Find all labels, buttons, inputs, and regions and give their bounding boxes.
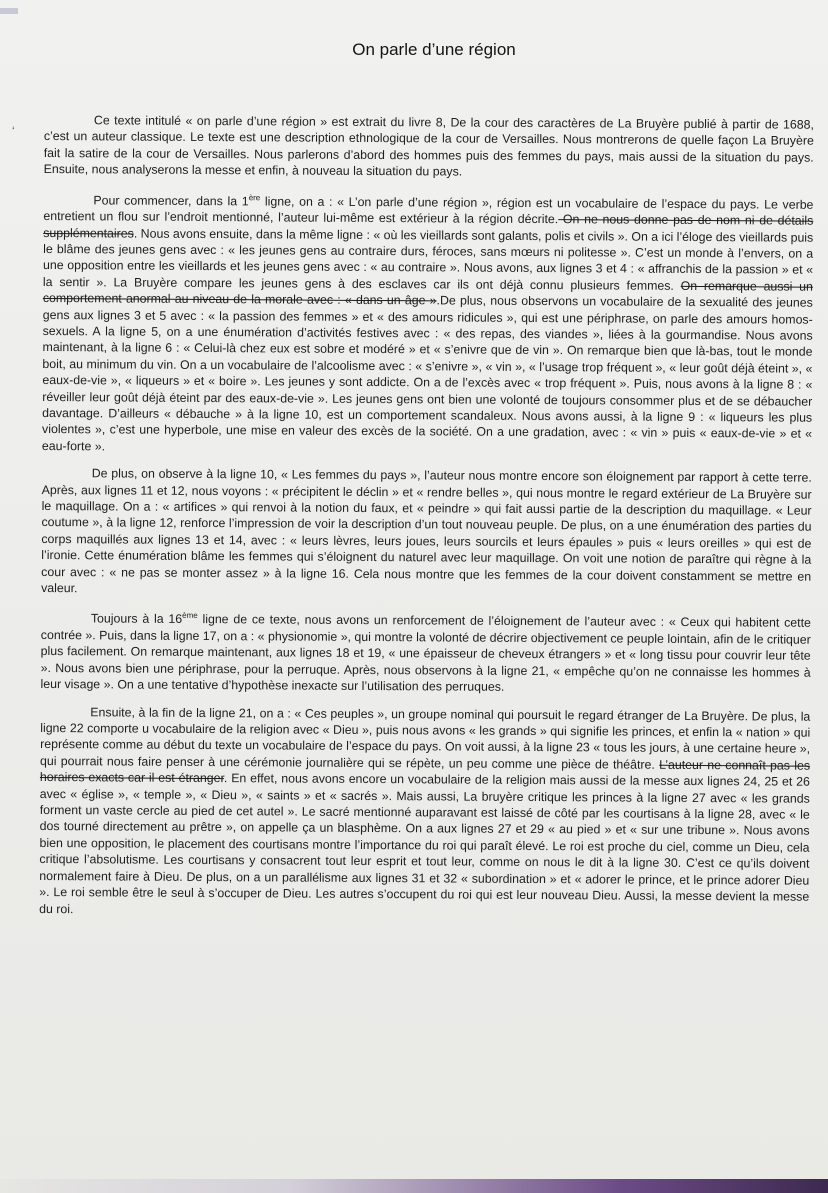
paragraph-2 [42,189,814,459]
paragraph-4 [40,607,811,697]
text-run: . Nous avons ensuite, dans la même ligne : « où les vieillards sont galants, polis et civils ». On a ici l’éloge des vieillards puis le blâme des jeunes gens avec : « les jeunes gens au contraire durs, féroces, sans mœurs ni politesse ». C’est un monde à l’envers, on a une opposition entre les vieillards et les jeunes gens avec : « au contraire ». Nous avons, aux lignes 3 et 4 : « affranchis de la passion » et « la sentir ». La Bruyère compare les jeunes gens à des esclaves car ils ont déjà connu plusieurs femmes. [42,226,814,293]
text-run: . En effet, nous avons encore un vocabulaire de la religion mais aussi de la messe aux lignes 24, 25 et 26 avec « église », « temple », « Dieu », « saints » et « sacrés ». Mais aussi, La bruyère critique les princes à la ligne 27 avec « les grands forment un vaste cercle au pied de cet autel ». Le sacré mentionné auparavant est laissé de côté par les courtisans à la ligne 28, avec « le dos tourné directement au prêtre », on appelle ça un blasphème. On a aux lignes 27 et 29 « au pied » et « sur une tribune ». Nous avons bien une opposition, le placement des courtisans montre l’importance du roi qui paraît élevé. Le roi est proche du ciel, comme un Dieu, cela critique l’absolutisme. Les courtisans y consacrent tout leur esprit et tout leur, comme on nous le dit à la ligne 30. C’est ce qu’ils doivent normalement faire à Dieu. De plus, on a un parallélisme aux lignes 31 et 32 « subordination » et « adorer le prince, et le prince adorer Dieu ». Le roi semble être le seul à s’occuper de Dieu. Les autres s’occupent du roi qui est leur nouveau Dieu. Aussi, la messe devient la messe du roi. [39,771,810,916]
paragraph-3 [41,465,812,601]
text-run: Ensuite, à la fin de la ligne 21, on a : « Ces peuples », un groupe nominal qui poursuit le regard étranger de La Bruyère. De plus, la ligne 22 comporte u vocabulaire de la religion avec « Dieu », puis nous avons « les grands » qui signifie les princes, et enfin la « nation » qui représente comme au début du texte un vocabulaire de l’espace du pays. On voit aussi, à la ligne 23 « tous les jours, à une certaine heure », qui pourrait nous faire penser à une cérémonie journalière qui se répète, un peu comme une pièce de théâtre. [39,704,811,772]
document-body [39,112,814,933]
struck-text: On remarque aussi un comportement anormal au niveau de la morale avec : « dans un âge » [42,278,813,308]
page-title: On parle d’une région [352,40,516,59]
text-run: Ce texte intitulé « on parle d’une région » est extrait du livre 8, De la cour des caractères de La Bruyère publié à partir de 1688, c’est un auteur classique. Le texte est une description ethnologique de la cour de Versailles. Nous montrerons de quelle façon La Bruyère fait la satire de la cour de Versailles. Nous parlerons d’abord des hommes puis des femmes du pays, mais aussi de la situation du pays. Ensuite, nous analyserons la messe et enfin, à nouveau la situation du pays. [43,113,814,179]
paragraph-1 [44,112,814,182]
struck-text: On ne nous donne pas de nom ni de détails supplémentaires [43,212,814,241]
superscript: ème [182,611,198,621]
text-run: ligne, on a : « L’on parle d’une région », région est un vocabulaire de l’espace du pays. Le verbe entretient un flou sur l’endroit mentionné, l’auteur lui-même est extérieur à la région décrite. [43,194,814,227]
text-run: .De plus, nous observons un vocabulaire de la sexualité des jeunes gens aux lignes 3 et 5 avec : « la passion des femmes » et « des amours ridicules », qui est une périphrase, on parle des amours homos-sexuels. A la ligne 5, on a une énumération d’activités festives avec : « des repas, des viandes », liées à la gourmandise. Nous avons maintenant, à la ligne 6 : « Celui-là chez eux est sobre et modéré » et « s’enivre que de vin ». On remarque bien que là-bas, tout le monde boit, au minimum du vin. On a un vocabulaire de l’alcoolisme avec : « s’enivre », « vin », « l’usage trop fréquent », « leur goût déjà éteint », « eaux-de-vie », « liqueurs » et « boire ». Les jeunes y sont addicte. On a de l’excès avec « trop fréquent ». Puis, nous avons à la ligne 8 : « réveiller leur goût déjà éteint par des eaux-de-vie ». Les jeunes gens ont bien une volonté de toujours consommer plus et de se débaucher davantage. D’ailleurs « débauche » à la ligne 10, est un comportement scandaleux. Nous avons aussi, à la ligne 9 : « liqueurs les plus violentes », c’est une hyperbole, une mise en valeur des excès de la société. On a une gradation, avec : « vin » puis « eaux-de-vie » et « eau-forte ». [41,293,813,454]
superscript: ère [248,192,261,202]
text-run: Pour commencer, dans la 1 [93,193,249,208]
text-run: ligne de ce texte, nous avons un renforcement de l’éloignement de l’auteur avec : « Ceux qui habitent cette contrée ». Puis, dans la ligne 17, on a : « physionomie », qui montre la volonté de décrire objectivement ce peuple lointain, afin de le critiquer plus facilement. On remarque maintenant, aux lignes 18 et 19, « une épaisseur de cheveux étrangers » et « long tissu pour couvrir leur tête ». Nous avons bien une périphrase, pour la perruque. Après, nous observons à la ligne 21, « empêche qu’on ne connaisse les hommes à leur visage ». On a une tentative d’hypothèse inexacte sur l’utilisation des perruques. [40,612,811,695]
paragraph-5 [39,704,810,922]
text-run: Toujours à la 16 [90,611,183,627]
text-run: De plus, on observe à la ligne 10, « Les femmes du pays », l’auteur nous montre encore son éloignement par rapport à cette terre. Après, aux lignes 11 et 12, nous voyons : « précipitent le déclin » et « rendre belles », qui nous montre le regard extérieur de La Bruyère sur le maquillage. On a : « artifices » qui renvoi à la notion du faux, et « peindre » qui fait aussi partie de la description du maquillage. « Leur coutume », à la ligne 12, renforce l’impression de voir la description d’un tout nouveau peuple. De plus, on a une énumération des parties du corps maquillés aux lignes 13 et 14, avec : « leurs lèvres, leurs joues, leurs sourcils et leurs épaules » puis « leurs oreilles » qui est de l’ironie. Cette énumération blâme les femmes qui s’éloignent du naturel avec leur maquillage. On voit une notion de paraître qui règne à la cour avec : « ne pas se monter assez » à la ligne 16. Cela nous montre que les femmes de la cour doivent constamment se mettre en valeur. [41,466,812,596]
struck-text: L’auteur ne connaît pas les horaires exacts car il est étranger [39,757,811,786]
corner-mark [0,8,18,14]
margin-mark: ‘ [12,124,15,138]
background-edge [0,1179,828,1193]
